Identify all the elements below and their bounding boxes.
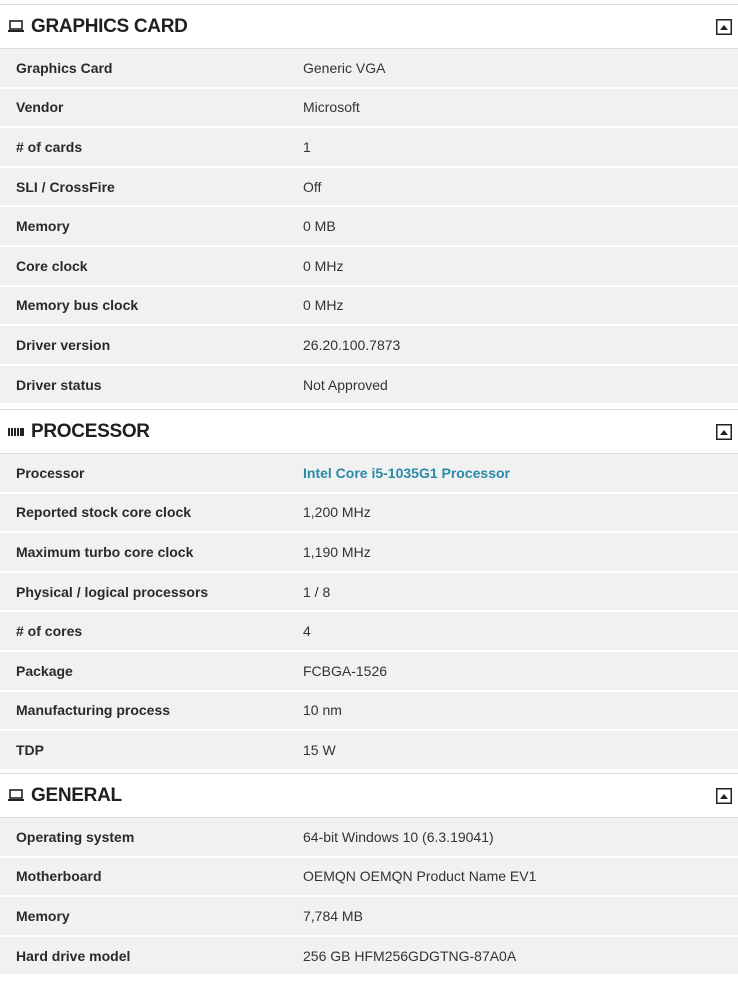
row-value: FCBGA-1526 (303, 662, 388, 679)
row-value: Not Approved (303, 376, 388, 393)
section-title: GRAPHICS CARD (31, 15, 188, 37)
row-label: # of cores (16, 623, 83, 640)
table-row (0, 652, 738, 692)
row-label: Driver status (16, 376, 102, 393)
table-row (0, 287, 738, 327)
row-label: Maximum turbo core clock (16, 543, 194, 560)
row-label: Vendor (16, 99, 64, 116)
row-value: 1,200 MHz (303, 504, 371, 521)
section-header-processor (0, 409, 738, 454)
row-label: Physical / logical processors (16, 583, 209, 600)
collapse-up-icon[interactable] (716, 788, 732, 804)
table-row (0, 494, 738, 534)
table-row (0, 168, 738, 208)
section-header-general (0, 773, 738, 818)
row-value: 26.20.100.7873 (303, 336, 401, 353)
section-title: PROCESSOR (31, 420, 150, 442)
row-label: Operating system (16, 828, 135, 845)
row-value: Generic VGA (303, 59, 386, 76)
table-row (0, 612, 738, 652)
table-row (0, 533, 738, 573)
collapse-up-icon[interactable] (716, 19, 732, 35)
row-label: TDP (16, 741, 44, 758)
row-value: 0 MB (303, 218, 336, 235)
section-title: GENERAL (31, 784, 122, 806)
row-value: 1,190 MHz (303, 543, 371, 560)
row-value: 64-bit Windows 10 (6.3.19041) (303, 828, 494, 845)
table-row (0, 207, 738, 247)
table-row (0, 366, 738, 406)
table-row (0, 818, 738, 858)
row-label: Processor (16, 464, 85, 481)
cpu-chip-icon (8, 425, 24, 439)
row-label: Core clock (16, 257, 88, 274)
row-label: Graphics Card (16, 59, 113, 76)
row-value: 7,784 MB (303, 907, 363, 924)
row-value: 15 W (303, 741, 336, 758)
row-label: # of cards (16, 138, 83, 155)
section-header-graphics-card (0, 4, 738, 49)
row-label: Package (16, 662, 73, 679)
row-label: Memory bus clock (16, 297, 139, 314)
collapse-up-icon[interactable] (716, 424, 732, 440)
row-value: Off (303, 178, 322, 195)
general-table (0, 818, 738, 976)
table-row (0, 692, 738, 732)
table-row (0, 573, 738, 613)
row-value: 0 MHz (303, 297, 344, 314)
row-label: Hard drive model (16, 947, 131, 964)
row-value: 1 (303, 138, 311, 155)
row-value: Microsoft (303, 99, 360, 116)
row-value: 0 MHz (303, 257, 344, 274)
table-row (0, 858, 738, 898)
processor-table (0, 454, 738, 771)
row-value: 4 (303, 623, 311, 640)
row-label: Motherboard (16, 868, 102, 885)
table-row (0, 89, 738, 129)
laptop-icon (8, 789, 24, 803)
table-row (0, 937, 738, 977)
table-row (0, 128, 738, 168)
row-value: 10 nm (303, 702, 342, 719)
processor-link[interactable]: Intel Core i5-1035G1 Processor (303, 464, 510, 481)
row-label: SLI / CrossFire (16, 178, 115, 195)
row-value: OEMQN OEMQN Product Name EV1 (303, 868, 537, 885)
row-label: Memory (16, 907, 70, 924)
table-row (0, 49, 738, 89)
row-value: 256 GB HFM256GDGTNG-87A0A (303, 947, 517, 964)
graphics-card-table (0, 49, 738, 405)
row-label: Reported stock core clock (16, 504, 192, 521)
table-row (0, 897, 738, 937)
table-row (0, 454, 738, 494)
row-value: 1 / 8 (303, 583, 331, 600)
row-label: Driver version (16, 336, 111, 353)
table-row (0, 247, 738, 287)
table-row (0, 326, 738, 366)
monitor-icon (8, 20, 24, 34)
row-label: Manufacturing process (16, 702, 171, 719)
table-row (0, 731, 738, 771)
row-label: Memory (16, 218, 70, 235)
